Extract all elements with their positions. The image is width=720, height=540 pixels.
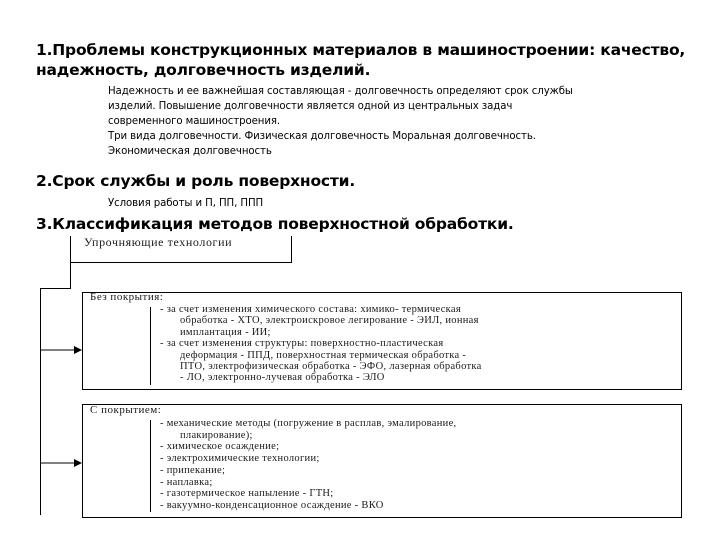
list-item: - за счет изменения структуры: поверхностно-пластическая: [160, 338, 444, 350]
list-item: плакирование);: [180, 429, 253, 441]
list-item: обработка - ХТО, электроискровое легирование - ЭИЛ, ионная: [180, 315, 479, 327]
diagram-connector: [40, 288, 71, 289]
section-2-body: Условия работы и П, ПП, ППП: [108, 198, 264, 209]
section-3-title: 3.Классификация методов поверхностной обработки.: [36, 215, 514, 233]
list-item: - механические методы (погружение в расплав, эмалирование,: [160, 418, 457, 429]
section-1-body-line: современного машиностроения.: [108, 116, 281, 127]
section-1-title-line-2: надежность, долговечность изделий.: [36, 61, 371, 79]
group-no-coating-label: Без покрытия:: [90, 291, 164, 303]
list-item: - химическое осаждение;: [160, 441, 280, 453]
arrow-head-group-2: [74, 459, 82, 467]
list-item: - наплавка;: [160, 476, 213, 488]
list-item: - газотермическое напыление - ГТН;: [160, 488, 334, 500]
section-1-body: [108, 84, 573, 159]
section-1-body-line: Экономическая долговечность: [108, 146, 272, 157]
group-with-coating-list: [160, 418, 456, 512]
section-1-body-line: Три вида долговечности. Физическая долговечность Моральная долговечность.: [108, 131, 536, 142]
list-item: - ЛО, электронно-лучевая обработка - ЭЛО: [180, 372, 385, 384]
group-no-coating-inner-line: [150, 307, 151, 385]
diagram-connector: [70, 262, 71, 288]
section-1-title-line-1: 1.Проблемы конструкционных материалов в машиностроении: качество,: [36, 41, 686, 59]
diagram-trunk: [40, 288, 41, 515]
list-item: - припекание;: [160, 464, 226, 476]
section-1-title: [36, 40, 685, 80]
section-1-body-line: изделий. Повышение долговечности является одной из центральных задач: [108, 101, 513, 112]
group-no-coating-list: [160, 304, 482, 384]
list-item: имплантация - ИИ;: [180, 326, 271, 338]
list-item: - за счет изменения химического состава: химико- термическая: [160, 304, 461, 315]
list-item: ПТО, электрофизическая обработка - ЭФО, лазерная обработка: [180, 361, 482, 373]
section-2-title: 2.Срок службы и роль поверхности.: [36, 172, 356, 190]
diagram-top-label: Упрочняющие технологии: [84, 235, 233, 249]
list-item: - электрохимические технологии;: [160, 453, 320, 465]
arrow-head-group-1: [74, 346, 82, 354]
list-item: деформация - ППД, поверхностная термическая обработка -: [180, 349, 467, 361]
group-with-coating-label: С покрытием:: [90, 404, 162, 416]
section-1-body-line: Надежность и ее важнейшая составляющая - долговечность определяют срок службы: [108, 86, 573, 97]
list-item: - вакуумно-конденсационное осаждение - ВКО: [160, 499, 384, 511]
group-with-coating-inner-line: [150, 420, 151, 512]
